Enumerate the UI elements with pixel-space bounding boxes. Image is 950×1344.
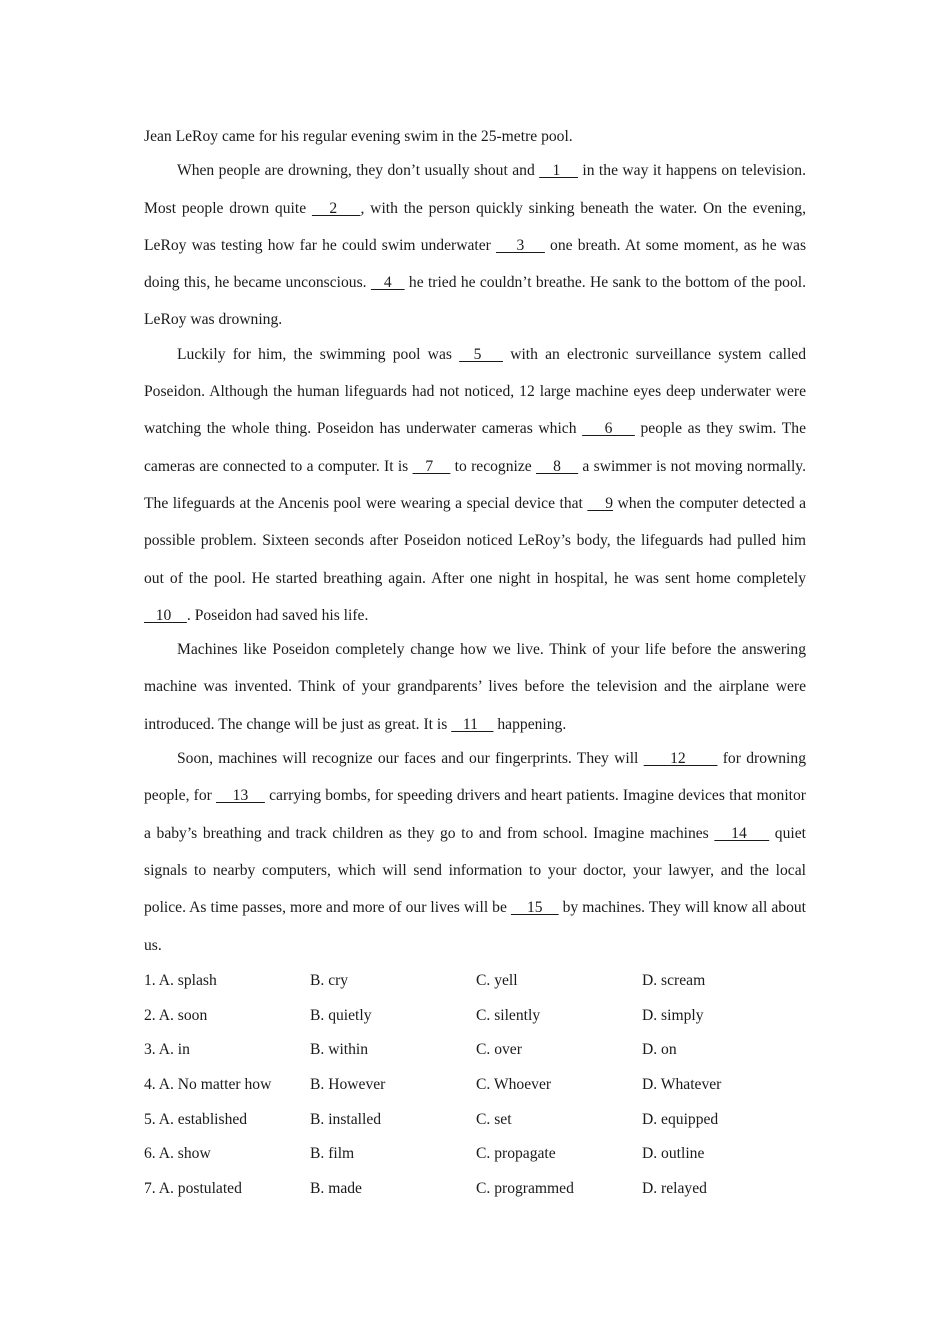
passage-text: to recognize <box>450 457 536 475</box>
option-c[interactable]: C. set <box>476 1110 512 1128</box>
option-c[interactable]: C. Whoever <box>476 1075 552 1093</box>
question-row <box>144 1068 806 1103</box>
answer-blank[interactable]: 3 <box>495 236 545 254</box>
passage-text: carrying bombs, for speeding drivers and heart patients. Imagine devices that monitor a baby’s breathing and track children as they go to and from school. Imagine machines <box>144 787 807 842</box>
answer-blank[interactable]: 2 <box>311 199 361 217</box>
passage-text: a swimmer is not moving normally. The lifeguards at the Ancenis pool were wearing a special device that <box>144 457 806 512</box>
passage-text: Machines like Poseidon completely change how we live. Think of your life before the answering machine was invented. Think of your grandparents’ lives before the television and the airplane were introduced. The change will be just as great. It is <box>144 641 806 733</box>
option-b[interactable]: B. However <box>310 1075 386 1093</box>
question-row <box>144 998 806 1033</box>
passage-text: when the computer detected a possible problem. Sixteen seconds after Poseidon noticed LeRoy’s body, the lifeguards had pulled him out of the pool. He started breathing again. After one night in hospital, he was sent home completely <box>144 494 807 587</box>
option-a[interactable]: 1. A. splash <box>144 972 217 990</box>
option-d[interactable]: D. equipped <box>642 1110 719 1128</box>
option-a[interactable]: 2. A. soon <box>144 1006 208 1024</box>
option-b[interactable]: B. film <box>310 1145 355 1163</box>
answer-blank[interactable]: 9 <box>587 494 614 512</box>
question-row <box>144 1171 806 1206</box>
paragraph <box>144 152 806 338</box>
passage-text: Soon, machines will recognize our faces and our fingerprints. They will <box>177 750 644 768</box>
option-d[interactable]: D. scream <box>642 972 706 990</box>
option-c[interactable]: C. propagate <box>476 1145 556 1163</box>
passage-text: for drowning people, for <box>144 750 806 805</box>
passage-text: in the way it happens on television. Most people drown quite <box>144 162 806 217</box>
option-d[interactable]: D. on <box>642 1041 677 1059</box>
option-d[interactable]: D. relayed <box>642 1179 707 1197</box>
question-row <box>144 1102 806 1137</box>
paragraph <box>144 631 806 743</box>
question-row <box>144 1033 806 1068</box>
answer-blank[interactable]: 11 <box>451 715 494 733</box>
answer-blank[interactable]: 14 <box>714 824 770 842</box>
answer-blank[interactable]: 5 <box>459 345 503 363</box>
answer-blank[interactable]: 12 <box>643 750 718 768</box>
passage-text: When people are drowning, they don’t usually shout and <box>177 162 540 180</box>
paragraph <box>144 118 806 155</box>
answer-options <box>144 964 806 1206</box>
answer-blank[interactable]: 8 <box>536 457 579 475</box>
passage-text: , with the person quickly sinking beneath the water. On the evening, LeRoy was testing how far he could swim underwater <box>144 199 806 254</box>
option-b[interactable]: B. within <box>310 1041 369 1059</box>
question-row <box>144 964 806 999</box>
option-b[interactable]: B. quietly <box>310 1006 372 1024</box>
option-d[interactable]: D. simply <box>642 1006 704 1024</box>
answer-blank[interactable]: 1 <box>539 162 578 180</box>
answer-blank[interactable]: 6 <box>582 420 635 438</box>
passage-text: by machines. They will know all about us. <box>144 899 807 954</box>
option-d[interactable]: D. Whatever <box>642 1075 722 1093</box>
answer-blank[interactable]: 13 <box>215 787 265 805</box>
document-page <box>144 118 806 1206</box>
answer-blank[interactable]: 7 <box>412 457 451 475</box>
passage-text: people as they swim. The cameras are connected to a computer. It is <box>144 420 806 475</box>
passage-text: one breath. At some moment, as he was doing this, he became unconscious. <box>144 236 807 292</box>
cloze-passage <box>144 118 806 964</box>
passage-text: Luckily for him, the swimming pool was <box>177 345 460 363</box>
option-a[interactable]: 7. A. postulated <box>144 1179 242 1197</box>
paragraph <box>144 336 806 634</box>
option-a[interactable]: 3. A. in <box>144 1041 190 1059</box>
option-b[interactable]: B. cry <box>310 972 349 990</box>
answer-blank[interactable]: 15 <box>510 899 559 917</box>
option-a[interactable]: 4. A. No matter how <box>144 1075 272 1093</box>
option-a[interactable]: 5. A. established <box>144 1110 248 1128</box>
passage-text: with an electronic surveillance system called Poseidon. Although the human lifeguards had not noticed, 12 large machine eyes deep underwater were watching the whole thing. Poseidon has underwater cameras which <box>144 345 806 438</box>
passage-text: Jean LeRoy came for his regular evening swim in the 25-metre pool. <box>144 128 573 145</box>
option-c[interactable]: C. silently <box>476 1006 541 1024</box>
option-c[interactable]: C. over <box>476 1041 522 1059</box>
passage-text: he tried he couldn’t breathe. He sank to the bottom of the pool. LeRoy was drowning. <box>144 274 807 329</box>
passage-text: happening. <box>493 715 567 733</box>
answer-blank[interactable]: 10 <box>144 606 187 624</box>
passage-text: quiet signals to nearby computers, which will send information to your doctor, your lawyer, and the local police. As time passes, more and more of our lives will be <box>144 824 806 917</box>
question-row <box>144 1137 806 1172</box>
answer-blank[interactable]: 4 <box>370 274 405 292</box>
option-a[interactable]: 6. A. show <box>144 1145 211 1163</box>
option-c[interactable]: C. yell <box>476 972 518 990</box>
option-c[interactable]: C. programmed <box>476 1179 574 1197</box>
passage-text: . Poseidon had saved his life. <box>186 606 369 624</box>
paragraph <box>144 740 806 964</box>
option-d[interactable]: D. outline <box>642 1145 705 1163</box>
option-b[interactable]: B. made <box>310 1179 362 1197</box>
option-b[interactable]: B. installed <box>310 1110 382 1128</box>
